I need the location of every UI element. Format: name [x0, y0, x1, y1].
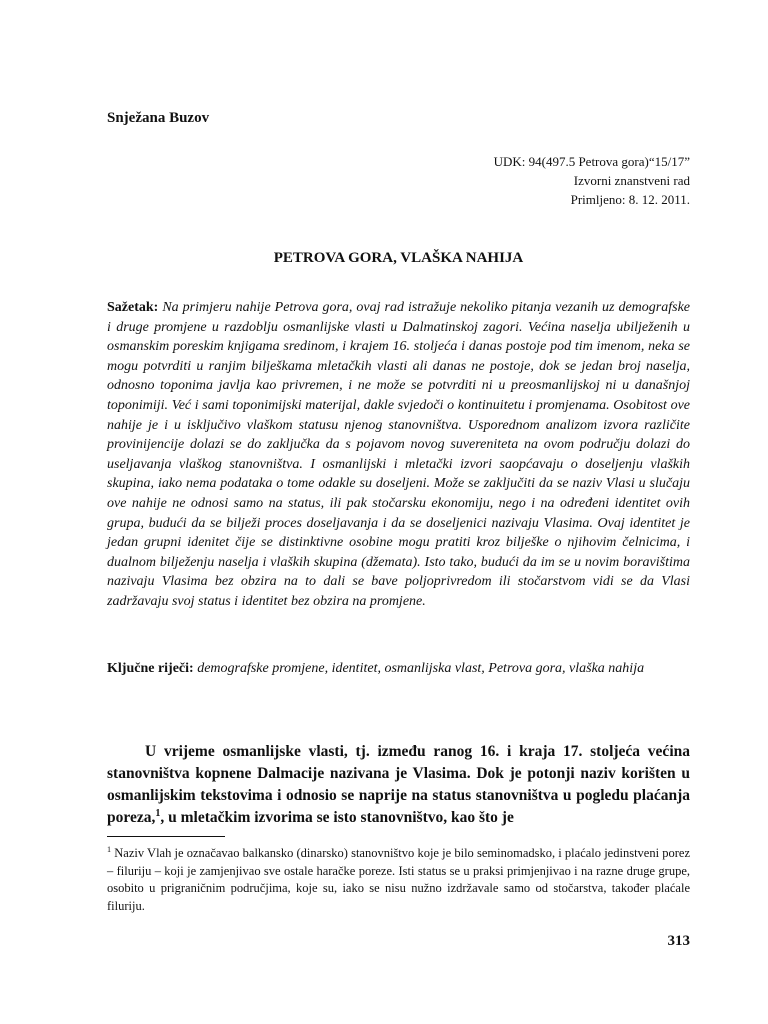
footnote-mark: 1: [107, 844, 112, 854]
author-name: Snježana Buzov: [107, 110, 210, 126]
abstract: [107, 298, 690, 612]
received-date: Primljeno: 8. 12. 2011.: [570, 192, 690, 207]
page-number: 313: [667, 933, 690, 949]
abstract-label: Sažetak:: [107, 300, 159, 315]
body-text-before: U vrijeme osmanlijske vlasti, tj. između ranog 16. i kraja 17. stoljeća većina stanovništva kopnene Dalmacije nazivana je Vlasima. Dok je potonji naziv korišten u osmanlijskim tekstovima i odnosio se naprije na status stanovništva u pogledu plaćanja poreza,: [107, 743, 690, 826]
abstract-text: Na primjeru nahije Petrova gora, ovaj rad istražuje nekoliko pitanja vezanih uz demografske i druge promjene u razdoblju osmanlijske vlasti u Dalmatinskoj zagori. Većina naselja ubilježenih u osmanskim poreskim knjigama sredinom, i krajem 16. stoljeća i danas postoje pod tim imenom, neka se mogu potvrditi u ranjim bilješkama mletačkih vlasti ali danas ne postoje, dok se jedan broj naselja, odnosno toponima javlja kao privremen, i ne može se potvrditi ni u preosmanlijskoj ni u današnjoj toponimiji. Već i sami toponimijski materijal, dakle svjedoči o kontinuitetu i promjenama. Osobitost ove nahije je i u isključivo vlaškom statusu njenog stanovništva. Usporednom analizom izvora različite provinijencije dolazi se do zaključka da s pojavom novog suvereniteta na ovom području dolazi do useljavanja vlaškog stanovništva. I osmanlijski i mletački izvori saopćavaju o doseljenju vlaških skupina, iako nema podataka o tome odakle su doseljeni. Može se zaključiti da se naziv Vlasi u slučaju ove nahije ne odnosi samo na status, ili pak stočarsku ekonomiju, nego i na određeni identitet ovih grupa, budući da se bilježi proces doseljavanja i da se doseljenici nazivaju Vlasima. Ovaj identitet je jedan grupni idenitet čije se distinktivne osobine mogu pratiti kroz bilješke o njihovim čelnicima, i dualnom bilježenju naselja i vlaških skupina (džemata). Isto tako, budući da im se u novim boravištima nazivaju Vlasima bez obzira na to dali se bave poljoprivredom ili stočarstvom vidi se da Vlasi zadržavaju svoj status i identitet bez obzira na promjene.: [107, 300, 690, 609]
footnote-text: Naziv Vlah je označavao balkansko (dinarsko) stanovništvo koje je bilo seminomadsko, i plaćalo jedinstveni porez – filuriju – koji je zamjenjivao sve ostale haračke poreze. Isti status se u praksi primjenjivao i na razne druge grupe, osobito u prigraničnim područjima, koje su, iako se nisu nužno izdržavale samo od stočarstva, također plaćale filuriju.: [107, 846, 691, 913]
body-paragraph: [107, 741, 690, 829]
keywords-text: demografske promjene, identitet, osmanlijska vlast, Petrova gora, vlaška nahija: [197, 661, 645, 676]
keywords: [107, 659, 690, 679]
footnote-reference: 1: [155, 807, 161, 819]
article-title: PETROVA GORA, VLAŠKA NAHIJA: [273, 250, 524, 266]
keywords-label: Ključne riječi:: [107, 661, 194, 676]
body-text-after: , u mletačkim izvorima se isto stanovništvo, kao što je: [160, 809, 514, 826]
article-metadata: [494, 152, 690, 209]
footnote: [107, 845, 690, 915]
article-type: Izvorni znanstveni rad: [573, 173, 690, 188]
footnote-divider: [107, 836, 225, 837]
udk-code: UDK: 94(497.5 Petrova gora)“15/17”: [493, 154, 690, 169]
